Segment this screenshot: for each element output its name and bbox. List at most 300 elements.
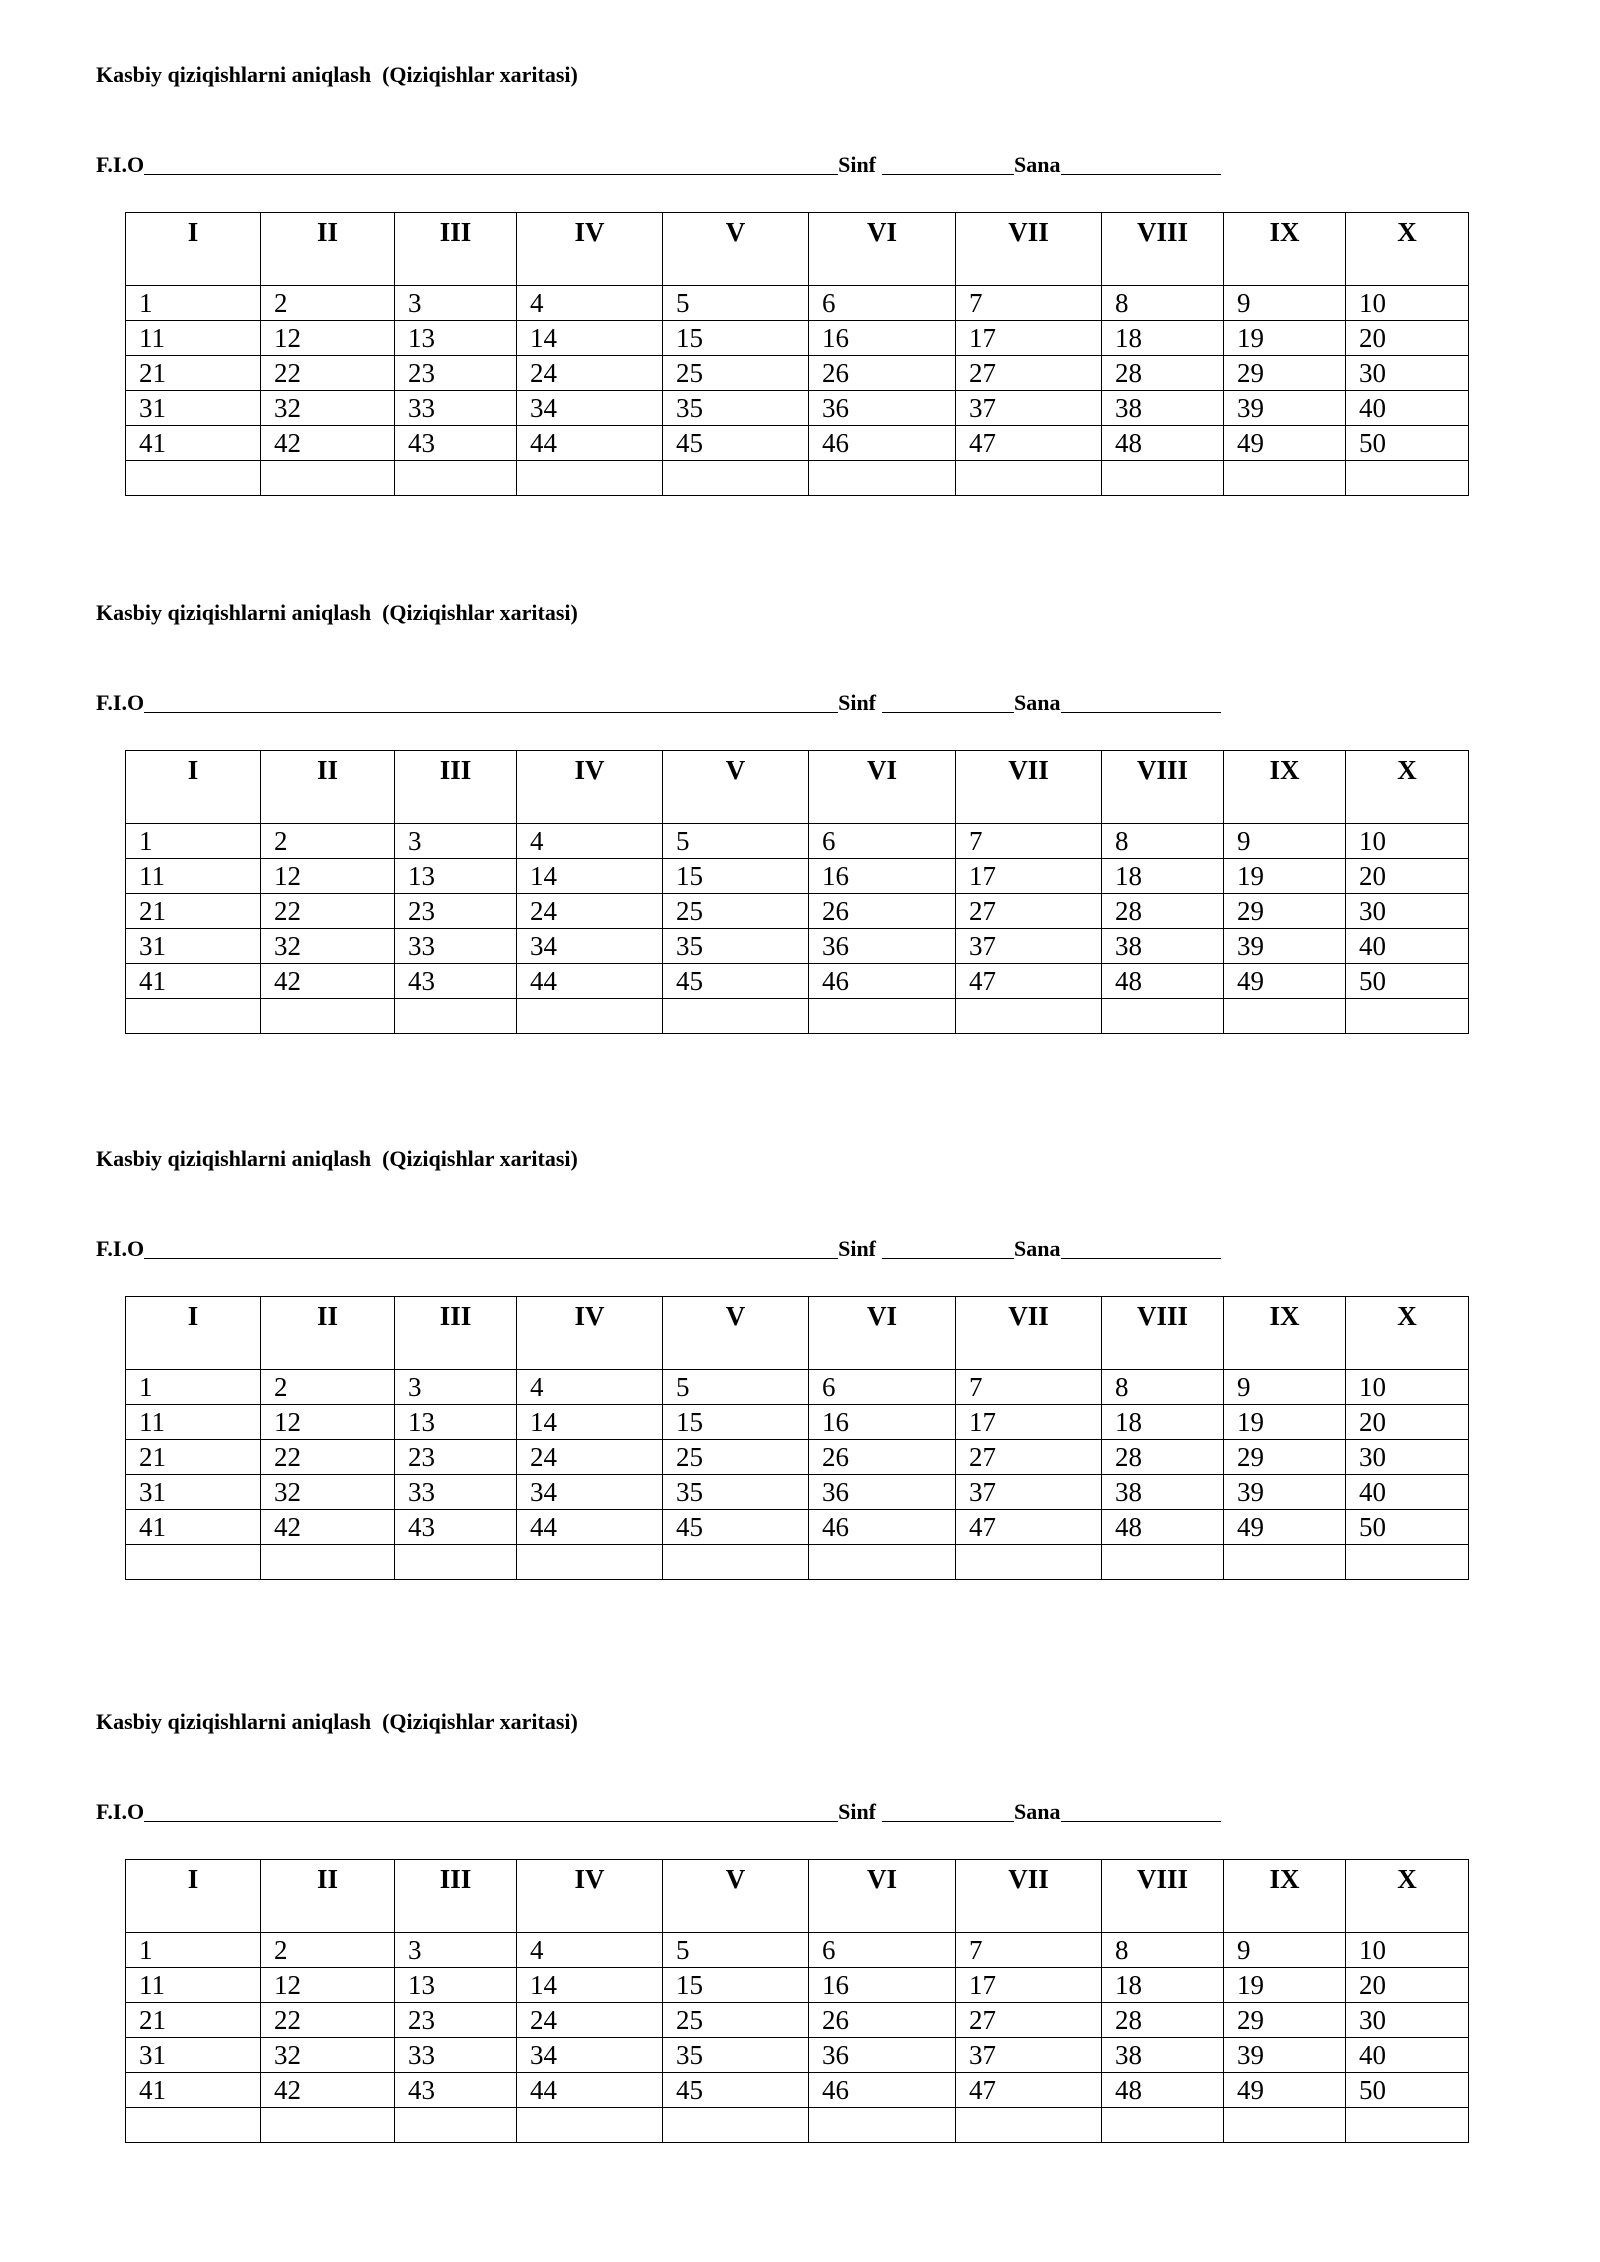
question-number-cell[interactable] xyxy=(1102,2108,1224,2143)
student-info-line xyxy=(96,1234,1221,1264)
question-number-cell[interactable]: 10 xyxy=(1346,1933,1469,1968)
question-number-cell[interactable]: 48 xyxy=(1102,964,1224,999)
question-number-cell[interactable]: 27 xyxy=(956,356,1102,391)
question-number-cell[interactable]: 28 xyxy=(1102,356,1224,391)
question-number-cell[interactable]: 18 xyxy=(1102,1968,1224,2003)
question-number-cell[interactable]: 4 xyxy=(517,286,663,321)
question-number-cell[interactable]: 13 xyxy=(395,1968,517,2003)
question-number-cell[interactable]: 25 xyxy=(663,1440,809,1475)
column-header: II xyxy=(261,1297,395,1370)
question-number-cell[interactable]: 5 xyxy=(663,286,809,321)
question-number-cell[interactable]: 22 xyxy=(261,1440,395,1475)
question-number-cell[interactable]: 15 xyxy=(663,321,809,356)
question-number-cell[interactable]: 32 xyxy=(261,2038,395,2073)
sana-label: Sana xyxy=(1014,152,1061,177)
table-row xyxy=(126,859,1469,894)
question-number-cell[interactable]: 4 xyxy=(517,824,663,859)
question-number-cell[interactable] xyxy=(126,2108,261,2143)
question-number-cell[interactable]: 32 xyxy=(261,929,395,964)
question-number-cell[interactable]: 16 xyxy=(809,321,956,356)
question-number-cell[interactable]: 19 xyxy=(1224,1405,1346,1440)
question-number-cell[interactable]: 24 xyxy=(517,2003,663,2038)
question-number-cell[interactable]: 11 xyxy=(126,321,261,356)
sinf-label: Sinf xyxy=(838,152,877,177)
question-number-cell[interactable]: 9 xyxy=(1224,1370,1346,1405)
question-number-cell[interactable]: 8 xyxy=(1102,286,1224,321)
question-number-cell[interactable]: 21 xyxy=(126,894,261,929)
question-number-cell[interactable] xyxy=(663,1545,809,1580)
question-number-cell[interactable] xyxy=(956,461,1102,496)
question-number-cell[interactable]: 47 xyxy=(956,1510,1102,1545)
table-row xyxy=(126,426,1469,461)
question-number-cell[interactable]: 49 xyxy=(1224,1510,1346,1545)
question-number-cell[interactable]: 21 xyxy=(126,356,261,391)
question-number-cell[interactable]: 36 xyxy=(809,2038,956,2073)
question-number-cell[interactable]: 43 xyxy=(395,964,517,999)
question-number-cell[interactable]: 23 xyxy=(395,894,517,929)
question-number-cell[interactable]: 22 xyxy=(261,2003,395,2038)
question-number-cell[interactable]: 42 xyxy=(261,1510,395,1545)
question-number-cell[interactable]: 3 xyxy=(395,1370,517,1405)
question-number-cell[interactable]: 20 xyxy=(1346,321,1469,356)
question-number-cell[interactable]: 26 xyxy=(809,356,956,391)
student-info-line xyxy=(96,1797,1221,1827)
question-number-cell[interactable]: 17 xyxy=(956,321,1102,356)
question-number-cell[interactable] xyxy=(663,999,809,1034)
column-header: IV xyxy=(517,1860,663,1933)
question-number-cell[interactable]: 10 xyxy=(1346,286,1469,321)
question-number-cell[interactable]: 45 xyxy=(663,964,809,999)
question-number-cell[interactable]: 12 xyxy=(261,1405,395,1440)
question-number-cell[interactable]: 30 xyxy=(1346,356,1469,391)
question-number-cell[interactable] xyxy=(517,999,663,1034)
question-number-cell[interactable]: 18 xyxy=(1102,859,1224,894)
fio-blank[interactable] xyxy=(144,692,838,713)
question-number-cell[interactable]: 27 xyxy=(956,894,1102,929)
question-number-cell[interactable]: 12 xyxy=(261,1968,395,2003)
question-number-cell[interactable] xyxy=(1224,2108,1346,2143)
question-number-cell[interactable]: 39 xyxy=(1224,2038,1346,2073)
column-header: III xyxy=(395,1297,517,1370)
question-number-cell[interactable]: 20 xyxy=(1346,1968,1469,2003)
question-number-cell[interactable]: 27 xyxy=(956,1440,1102,1475)
question-number-cell[interactable]: 33 xyxy=(395,1475,517,1510)
question-number-cell[interactable]: 34 xyxy=(517,929,663,964)
question-number-cell[interactable]: 29 xyxy=(1224,356,1346,391)
question-number-cell[interactable]: 10 xyxy=(1346,1370,1469,1405)
question-number-cell[interactable]: 23 xyxy=(395,356,517,391)
column-header: III xyxy=(395,1860,517,1933)
question-number-cell[interactable]: 33 xyxy=(395,391,517,426)
question-number-cell[interactable]: 42 xyxy=(261,964,395,999)
question-number-cell[interactable]: 9 xyxy=(1224,1933,1346,1968)
question-number-cell[interactable]: 2 xyxy=(261,824,395,859)
question-number-cell[interactable]: 46 xyxy=(809,2073,956,2108)
question-number-cell[interactable] xyxy=(261,461,395,496)
fio-blank[interactable] xyxy=(144,1238,838,1259)
question-number-cell[interactable]: 6 xyxy=(809,824,956,859)
table-row xyxy=(126,321,1469,356)
question-number-cell[interactable]: 34 xyxy=(517,391,663,426)
question-number-cell[interactable]: 8 xyxy=(1102,1370,1224,1405)
question-number-cell[interactable]: 14 xyxy=(517,1405,663,1440)
question-number-cell[interactable]: 6 xyxy=(809,1933,956,1968)
question-number-cell[interactable]: 46 xyxy=(809,1510,956,1545)
question-number-cell[interactable]: 49 xyxy=(1224,426,1346,461)
question-number-cell[interactable]: 42 xyxy=(261,426,395,461)
question-number-cell[interactable]: 37 xyxy=(956,2038,1102,2073)
question-number-cell[interactable] xyxy=(1224,1545,1346,1580)
question-number-cell[interactable] xyxy=(809,2108,956,2143)
question-number-cell[interactable]: 43 xyxy=(395,2073,517,2108)
question-number-cell[interactable] xyxy=(1346,2108,1469,2143)
question-number-cell[interactable]: 18 xyxy=(1102,1405,1224,1440)
interest-grid xyxy=(125,750,1469,1034)
question-number-cell[interactable]: 40 xyxy=(1346,391,1469,426)
question-number-cell[interactable]: 37 xyxy=(956,391,1102,426)
question-number-cell[interactable]: 7 xyxy=(956,1370,1102,1405)
question-number-cell[interactable] xyxy=(809,1545,956,1580)
question-number-cell[interactable]: 44 xyxy=(517,426,663,461)
question-number-cell[interactable] xyxy=(395,2108,517,2143)
question-number-cell[interactable]: 14 xyxy=(517,321,663,356)
question-number-cell[interactable]: 9 xyxy=(1224,286,1346,321)
question-number-cell[interactable]: 10 xyxy=(1346,824,1469,859)
question-number-cell[interactable]: 45 xyxy=(663,1510,809,1545)
question-number-cell[interactable]: 29 xyxy=(1224,894,1346,929)
column-header: VII xyxy=(956,1860,1102,1933)
question-number-cell[interactable]: 20 xyxy=(1346,859,1469,894)
question-number-cell[interactable]: 39 xyxy=(1224,391,1346,426)
question-number-cell[interactable]: 39 xyxy=(1224,929,1346,964)
question-number-cell[interactable] xyxy=(809,999,956,1034)
question-number-cell[interactable]: 43 xyxy=(395,1510,517,1545)
question-number-cell[interactable] xyxy=(1224,999,1346,1034)
column-header: I xyxy=(126,213,261,286)
question-number-cell[interactable]: 7 xyxy=(956,1933,1102,1968)
table-row xyxy=(126,929,1469,964)
sinf-blank[interactable] xyxy=(882,154,1014,175)
student-info-line xyxy=(96,150,1221,180)
question-number-cell[interactable]: 16 xyxy=(809,859,956,894)
table-row xyxy=(126,1440,1469,1475)
interest-map-form xyxy=(0,1707,1600,2177)
question-number-cell[interactable]: 25 xyxy=(663,894,809,929)
question-number-cell[interactable]: 37 xyxy=(956,929,1102,964)
question-number-cell[interactable]: 5 xyxy=(663,1933,809,1968)
question-number-cell[interactable] xyxy=(395,999,517,1034)
question-number-cell[interactable]: 47 xyxy=(956,964,1102,999)
question-number-cell[interactable]: 36 xyxy=(809,929,956,964)
question-number-cell[interactable]: 3 xyxy=(395,1933,517,1968)
question-number-cell[interactable]: 26 xyxy=(809,1440,956,1475)
question-number-cell[interactable] xyxy=(1102,999,1224,1034)
question-number-cell[interactable]: 37 xyxy=(956,1475,1102,1510)
question-number-cell[interactable] xyxy=(1102,461,1224,496)
question-number-cell[interactable]: 40 xyxy=(1346,2038,1469,2073)
fio-label: F.I.O xyxy=(96,1236,145,1261)
question-number-cell[interactable]: 13 xyxy=(395,1405,517,1440)
question-number-cell[interactable]: 15 xyxy=(663,859,809,894)
question-number-cell[interactable]: 15 xyxy=(663,1968,809,2003)
question-number-cell[interactable]: 43 xyxy=(395,426,517,461)
interest-grid xyxy=(125,1296,1469,1580)
question-number-cell[interactable]: 42 xyxy=(261,2073,395,2108)
question-number-cell[interactable]: 26 xyxy=(809,894,956,929)
column-header: VIII xyxy=(1102,751,1224,824)
question-number-cell[interactable]: 24 xyxy=(517,1440,663,1475)
column-header: VII xyxy=(956,1297,1102,1370)
question-number-cell[interactable]: 20 xyxy=(1346,1405,1469,1440)
question-number-cell[interactable]: 16 xyxy=(809,1405,956,1440)
sinf-blank[interactable] xyxy=(882,1238,1014,1259)
question-number-cell[interactable]: 39 xyxy=(1224,1475,1346,1510)
question-number-cell[interactable]: 11 xyxy=(126,859,261,894)
question-number-cell[interactable] xyxy=(261,2108,395,2143)
question-number-cell[interactable]: 3 xyxy=(395,286,517,321)
question-number-cell[interactable]: 7 xyxy=(956,824,1102,859)
question-number-cell[interactable]: 50 xyxy=(1346,1510,1469,1545)
table-row xyxy=(126,1933,1469,1968)
question-number-cell[interactable]: 16 xyxy=(809,1968,956,2003)
column-header: IV xyxy=(517,213,663,286)
question-number-cell[interactable]: 17 xyxy=(956,859,1102,894)
question-number-cell[interactable] xyxy=(1102,1545,1224,1580)
column-header: I xyxy=(126,751,261,824)
question-number-cell[interactable] xyxy=(663,2108,809,2143)
question-number-cell[interactable]: 38 xyxy=(1102,1475,1224,1510)
question-number-cell[interactable]: 14 xyxy=(517,859,663,894)
question-number-cell[interactable] xyxy=(1346,999,1469,1034)
question-number-cell[interactable]: 5 xyxy=(663,1370,809,1405)
question-number-cell[interactable]: 4 xyxy=(517,1370,663,1405)
question-number-cell[interactable] xyxy=(517,1545,663,1580)
question-number-cell[interactable]: 30 xyxy=(1346,2003,1469,2038)
question-number-cell[interactable]: 44 xyxy=(517,964,663,999)
question-number-cell[interactable]: 35 xyxy=(663,1475,809,1510)
sinf-label: Sinf xyxy=(838,1799,877,1824)
interest-grid xyxy=(125,212,1469,496)
fio-blank[interactable] xyxy=(144,154,838,175)
question-number-cell[interactable]: 31 xyxy=(126,1475,261,1510)
column-header: II xyxy=(261,751,395,824)
question-number-cell[interactable]: 44 xyxy=(517,1510,663,1545)
question-number-cell[interactable]: 25 xyxy=(663,356,809,391)
question-number-cell[interactable]: 1 xyxy=(126,1370,261,1405)
question-number-cell[interactable]: 24 xyxy=(517,894,663,929)
question-number-cell[interactable]: 17 xyxy=(956,1968,1102,2003)
sinf-blank[interactable] xyxy=(882,692,1014,713)
question-number-cell[interactable]: 8 xyxy=(1102,1933,1224,1968)
table-row xyxy=(126,999,1469,1034)
question-number-cell[interactable]: 32 xyxy=(261,391,395,426)
question-number-cell[interactable] xyxy=(956,2108,1102,2143)
question-number-cell[interactable]: 2 xyxy=(261,1933,395,1968)
fio-blank[interactable] xyxy=(144,1801,838,1822)
question-number-cell[interactable]: 30 xyxy=(1346,894,1469,929)
question-number-cell[interactable]: 23 xyxy=(395,1440,517,1475)
question-number-cell[interactable]: 2 xyxy=(261,286,395,321)
question-number-cell[interactable]: 8 xyxy=(1102,824,1224,859)
question-number-cell[interactable]: 48 xyxy=(1102,426,1224,461)
column-header: X xyxy=(1346,1860,1469,1933)
question-number-cell[interactable]: 6 xyxy=(809,1370,956,1405)
question-number-cell[interactable] xyxy=(956,1545,1102,1580)
sana-blank[interactable] xyxy=(1061,1238,1221,1259)
question-number-cell[interactable]: 38 xyxy=(1102,2038,1224,2073)
question-number-cell[interactable] xyxy=(261,999,395,1034)
sana-blank[interactable] xyxy=(1061,154,1221,175)
question-number-cell[interactable]: 38 xyxy=(1102,929,1224,964)
question-number-cell[interactable]: 49 xyxy=(1224,2073,1346,2108)
question-number-cell[interactable] xyxy=(126,999,261,1034)
question-number-cell[interactable]: 35 xyxy=(663,929,809,964)
question-number-cell[interactable]: 13 xyxy=(395,321,517,356)
table-row xyxy=(126,1968,1469,2003)
question-number-cell[interactable]: 28 xyxy=(1102,2003,1224,2038)
grid-body xyxy=(126,286,1469,496)
question-number-cell[interactable]: 41 xyxy=(126,964,261,999)
question-number-cell[interactable] xyxy=(126,461,261,496)
question-number-cell[interactable]: 12 xyxy=(261,321,395,356)
column-header: II xyxy=(261,213,395,286)
question-number-cell[interactable]: 46 xyxy=(809,964,956,999)
column-header: V xyxy=(663,1297,809,1370)
question-number-cell[interactable]: 34 xyxy=(517,2038,663,2073)
question-number-cell[interactable]: 29 xyxy=(1224,2003,1346,2038)
question-number-cell[interactable] xyxy=(261,1545,395,1580)
question-number-cell[interactable]: 50 xyxy=(1346,964,1469,999)
question-number-cell[interactable]: 11 xyxy=(126,1968,261,2003)
sana-blank[interactable] xyxy=(1061,1801,1221,1822)
question-number-cell[interactable]: 15 xyxy=(663,1405,809,1440)
column-header: III xyxy=(395,213,517,286)
question-number-cell[interactable]: 3 xyxy=(395,824,517,859)
column-header: II xyxy=(261,1860,395,1933)
question-number-cell[interactable]: 1 xyxy=(126,286,261,321)
question-number-cell[interactable]: 13 xyxy=(395,859,517,894)
question-number-cell[interactable]: 36 xyxy=(809,391,956,426)
question-number-cell[interactable]: 1 xyxy=(126,824,261,859)
question-number-cell[interactable]: 9 xyxy=(1224,824,1346,859)
sana-label: Sana xyxy=(1014,690,1061,715)
question-number-cell[interactable] xyxy=(126,1545,261,1580)
question-number-cell[interactable] xyxy=(395,1545,517,1580)
question-number-cell[interactable]: 35 xyxy=(663,391,809,426)
question-number-cell[interactable]: 49 xyxy=(1224,964,1346,999)
question-number-cell[interactable]: 24 xyxy=(517,356,663,391)
question-number-cell[interactable]: 38 xyxy=(1102,391,1224,426)
question-number-cell[interactable]: 21 xyxy=(126,2003,261,2038)
question-number-cell[interactable]: 1 xyxy=(126,1933,261,1968)
column-header: IX xyxy=(1224,1860,1346,1933)
question-number-cell[interactable]: 28 xyxy=(1102,894,1224,929)
question-number-cell[interactable]: 45 xyxy=(663,426,809,461)
fio-label: F.I.O xyxy=(96,1799,145,1824)
question-number-cell[interactable] xyxy=(1346,1545,1469,1580)
question-number-cell[interactable]: 12 xyxy=(261,859,395,894)
question-number-cell[interactable]: 35 xyxy=(663,2038,809,2073)
column-header: VI xyxy=(809,1297,956,1370)
question-number-cell[interactable] xyxy=(517,461,663,496)
question-number-cell[interactable]: 30 xyxy=(1346,1440,1469,1475)
question-number-cell[interactable]: 36 xyxy=(809,1475,956,1510)
question-number-cell[interactable]: 4 xyxy=(517,1933,663,1968)
question-number-cell[interactable]: 47 xyxy=(956,426,1102,461)
question-number-cell[interactable]: 40 xyxy=(1346,1475,1469,1510)
question-number-cell[interactable]: 31 xyxy=(126,391,261,426)
question-number-cell[interactable] xyxy=(809,461,956,496)
sana-label: Sana xyxy=(1014,1236,1061,1261)
question-number-cell[interactable]: 41 xyxy=(126,1510,261,1545)
question-number-cell[interactable] xyxy=(663,461,809,496)
question-number-cell[interactable]: 48 xyxy=(1102,2073,1224,2108)
column-header: V xyxy=(663,751,809,824)
question-number-cell[interactable]: 31 xyxy=(126,929,261,964)
question-number-cell[interactable] xyxy=(1224,461,1346,496)
column-header: VIII xyxy=(1102,1860,1224,1933)
question-number-cell[interactable]: 25 xyxy=(663,2003,809,2038)
question-number-cell[interactable]: 29 xyxy=(1224,1440,1346,1475)
question-number-cell[interactable]: 41 xyxy=(126,2073,261,2108)
question-number-cell[interactable]: 19 xyxy=(1224,1968,1346,2003)
question-number-cell[interactable] xyxy=(395,461,517,496)
question-number-cell[interactable]: 41 xyxy=(126,426,261,461)
question-number-cell[interactable] xyxy=(1346,461,1469,496)
question-number-cell[interactable]: 47 xyxy=(956,2073,1102,2108)
table-row xyxy=(126,461,1469,496)
question-number-cell[interactable]: 50 xyxy=(1346,2073,1469,2108)
question-number-cell[interactable]: 26 xyxy=(809,2003,956,2038)
question-number-cell[interactable]: 33 xyxy=(395,929,517,964)
sana-blank[interactable] xyxy=(1061,692,1221,713)
question-number-cell[interactable]: 28 xyxy=(1102,1440,1224,1475)
question-number-cell[interactable]: 46 xyxy=(809,426,956,461)
question-number-cell[interactable]: 6 xyxy=(809,286,956,321)
question-number-cell[interactable]: 22 xyxy=(261,894,395,929)
question-number-cell[interactable]: 45 xyxy=(663,2073,809,2108)
table-row xyxy=(126,1510,1469,1545)
question-number-cell[interactable]: 17 xyxy=(956,1405,1102,1440)
table-row xyxy=(126,2038,1469,2073)
question-number-cell[interactable]: 44 xyxy=(517,2073,663,2108)
question-number-cell[interactable]: 27 xyxy=(956,2003,1102,2038)
question-number-cell[interactable]: 7 xyxy=(956,286,1102,321)
question-number-cell[interactable] xyxy=(956,999,1102,1034)
sinf-blank[interactable] xyxy=(882,1801,1014,1822)
question-number-cell[interactable]: 2 xyxy=(261,1370,395,1405)
question-number-cell[interactable]: 31 xyxy=(126,2038,261,2073)
question-number-cell[interactable]: 14 xyxy=(517,1968,663,2003)
question-number-cell[interactable]: 19 xyxy=(1224,321,1346,356)
question-number-cell[interactable]: 18 xyxy=(1102,321,1224,356)
form-title: Kasbiy qiziqishlarni aniqlash (Qiziqishlar xaritasi) xyxy=(96,600,578,625)
question-number-cell[interactable]: 5 xyxy=(663,824,809,859)
question-number-cell[interactable] xyxy=(517,2108,663,2143)
question-number-cell[interactable]: 33 xyxy=(395,2038,517,2073)
question-number-cell[interactable]: 34 xyxy=(517,1475,663,1510)
sinf-label: Sinf xyxy=(838,690,877,715)
question-number-cell[interactable]: 32 xyxy=(261,1475,395,1510)
question-number-cell[interactable]: 50 xyxy=(1346,426,1469,461)
question-number-cell[interactable]: 11 xyxy=(126,1405,261,1440)
question-number-cell[interactable]: 22 xyxy=(261,356,395,391)
question-number-cell[interactable]: 23 xyxy=(395,2003,517,2038)
question-number-cell[interactable]: 40 xyxy=(1346,929,1469,964)
question-number-cell[interactable]: 48 xyxy=(1102,1510,1224,1545)
question-number-cell[interactable]: 21 xyxy=(126,1440,261,1475)
question-number-cell[interactable]: 19 xyxy=(1224,859,1346,894)
